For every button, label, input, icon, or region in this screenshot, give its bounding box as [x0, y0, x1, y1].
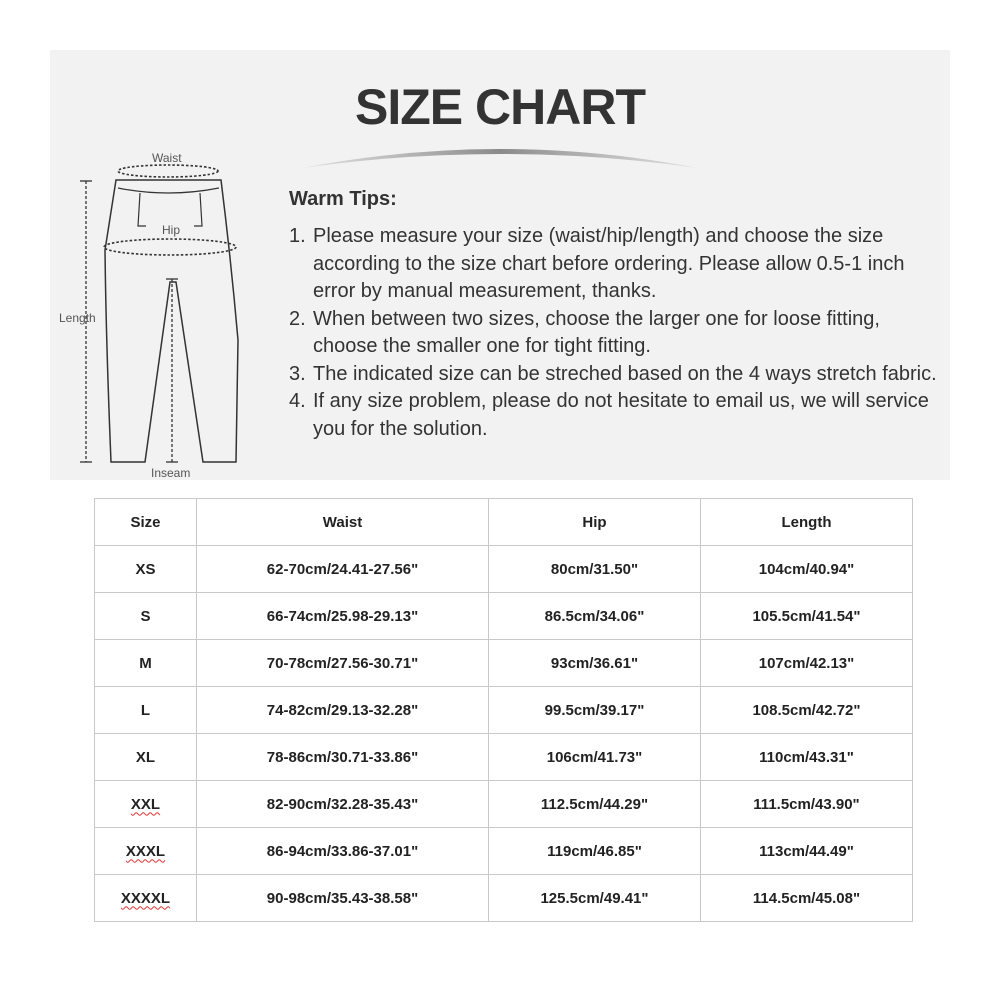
waist-cell: 74-82cm/29.13-32.28" — [197, 687, 489, 734]
length-label: Length — [59, 311, 96, 325]
title-underline-arc — [300, 138, 700, 178]
length-cell: 113cm/44.49" — [701, 828, 913, 875]
column-header-waist: Waist — [197, 499, 489, 546]
table-row — [95, 781, 913, 828]
waist-cell: 78-86cm/30.71-33.86" — [197, 734, 489, 781]
tip-item: 2. When between two sizes, choose the larger one for loose fitting, choose the smaller one for tight fitting. — [289, 307, 880, 357]
pocket-right — [194, 193, 202, 226]
waist-cell: 62-70cm/24.41-27.56" — [197, 546, 489, 593]
length-cell: 111.5cm/43.90" — [701, 781, 913, 828]
hip-cell: 112.5cm/44.29" — [489, 781, 701, 828]
warm-tips-heading: Warm Tips: — [289, 188, 397, 210]
column-header-length: Length — [701, 499, 913, 546]
page-title: SIZE CHART — [355, 79, 645, 135]
hip-cell: 80cm/31.50" — [489, 546, 701, 593]
hip-cell: 119cm/46.85" — [489, 828, 701, 875]
hip-label: Hip — [162, 223, 181, 237]
tip-item: 3. The indicated size can be streched based on the 4 ways stretch fabric. — [289, 362, 937, 385]
waist-cell: 86-94cm/33.86-37.01" — [197, 828, 489, 875]
waist-label: Waist — [152, 151, 182, 165]
size-cell: XS — [95, 546, 197, 593]
length-cell: 107cm/42.13" — [701, 640, 913, 687]
size-cell: L — [95, 687, 197, 734]
size-cell — [95, 781, 197, 828]
length-cell: 110cm/43.31" — [701, 734, 913, 781]
table-row — [95, 734, 913, 781]
hip-cell: 125.5cm/49.41" — [489, 875, 701, 922]
size-cell: S — [95, 593, 197, 640]
size-table — [94, 498, 913, 922]
pocket-left — [138, 193, 146, 226]
pants-measurement-diagram — [50, 140, 280, 485]
size-label: XXXL — [125, 842, 166, 860]
waistband-line — [118, 188, 219, 193]
size-cell — [95, 875, 197, 922]
tip-item: 1. Please measure your size (waist/hip/length) and choose the size according to the size chart before ordering. Please allow 0.5-1 inch error by manual measurement, thanks. — [289, 225, 905, 302]
hip-cell: 93cm/36.61" — [489, 640, 701, 687]
length-cell: 108.5cm/42.72" — [701, 687, 913, 734]
size-label: XXXXL — [120, 889, 171, 907]
length-cell: 114.5cm/45.08" — [701, 875, 913, 922]
size-cell: XL — [95, 734, 197, 781]
table-row — [95, 640, 913, 687]
table-row — [95, 593, 913, 640]
column-header-size: Size — [95, 499, 197, 546]
waist-cell: 66-74cm/25.98-29.13" — [197, 593, 489, 640]
inseam-label: Inseam — [151, 466, 191, 480]
length-cell: 104cm/40.94" — [701, 546, 913, 593]
tip-item: 4. If any size problem, please do not hesitate to email us, we will service you for the solution. — [289, 390, 929, 440]
table-row — [95, 546, 913, 593]
table-row — [95, 875, 913, 922]
warm-tips-list — [289, 223, 939, 443]
size-cell: M — [95, 640, 197, 687]
hip-cell: 106cm/41.73" — [489, 734, 701, 781]
table-row — [95, 828, 913, 875]
table-row — [95, 687, 913, 734]
column-header-hip: Hip — [489, 499, 701, 546]
waist-cell: 82-90cm/32.28-35.43" — [197, 781, 489, 828]
table-header-row — [95, 499, 913, 546]
length-cell: 105.5cm/41.54" — [701, 593, 913, 640]
waist-cell: 90-98cm/35.43-38.58" — [197, 875, 489, 922]
size-cell — [95, 828, 197, 875]
hip-cell: 86.5cm/34.06" — [489, 593, 701, 640]
size-label: XXL — [130, 795, 161, 813]
waist-ellipse — [118, 165, 218, 177]
hip-ellipse — [104, 239, 236, 255]
waist-cell: 70-78cm/27.56-30.71" — [197, 640, 489, 687]
hip-cell: 99.5cm/39.17" — [489, 687, 701, 734]
